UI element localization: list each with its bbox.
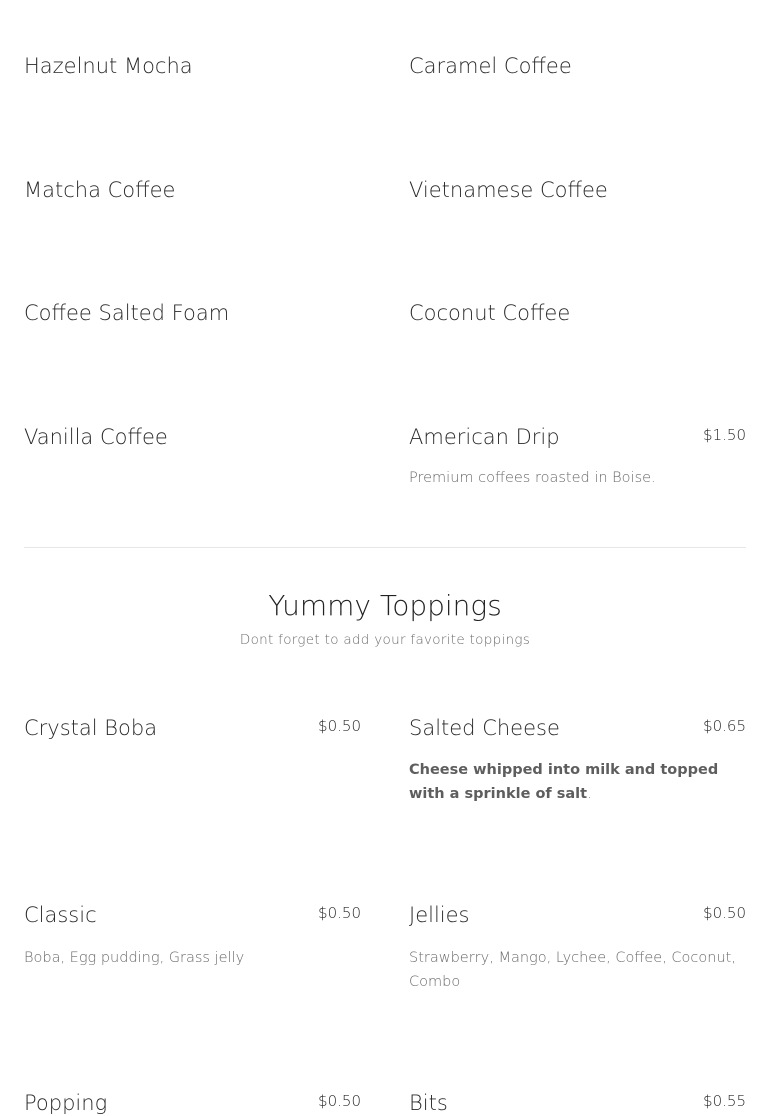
item-name: Crystal Boba [24, 716, 158, 740]
item-description-tail: . [587, 786, 592, 802]
item-name: Popping [24, 1091, 108, 1115]
item-price: $0.50 [318, 1092, 361, 1110]
section-divider [24, 547, 746, 548]
section-subtitle: Dont forget to add your favorite toppings [239, 632, 531, 648]
item-name: Hazelnut Mocha [24, 54, 193, 78]
item-name: Bits [409, 1091, 448, 1115]
item-name: Matcha Coffee [24, 178, 176, 202]
item-description: Strawberry, Mango, Lychee, Coffee, Coconut, Combo [409, 950, 736, 990]
item-price: $0.55 [703, 1092, 746, 1110]
item-price: $0.50 [318, 717, 361, 735]
item-name: Vietnamese Coffee [409, 178, 608, 202]
item-description [409, 758, 746, 806]
item-description-bold: Cheese whipped into milk and topped with a sprinkle of salt [409, 762, 719, 802]
item-name: American Drip [409, 425, 560, 449]
item-name: Coffee Salted Foam [24, 301, 230, 325]
item-name: Salted Cheese [409, 716, 560, 740]
item-price: $0.65 [703, 717, 746, 735]
item-name: Jellies [409, 903, 470, 927]
item-description: Premium coffees roasted in Boise. [409, 470, 656, 486]
item-name: Vanilla Coffee [24, 425, 168, 449]
item-name: Caramel Coffee [409, 54, 572, 78]
item-price: $0.50 [318, 904, 361, 922]
item-name: Coconut Coffee [409, 301, 571, 325]
item-price: $1.50 [703, 426, 746, 444]
item-description: Boba, Egg pudding, Grass jelly [24, 950, 245, 966]
item-name: Classic [24, 903, 97, 927]
section-title: Yummy Toppings [268, 589, 502, 622]
item-price: $0.50 [703, 904, 746, 922]
